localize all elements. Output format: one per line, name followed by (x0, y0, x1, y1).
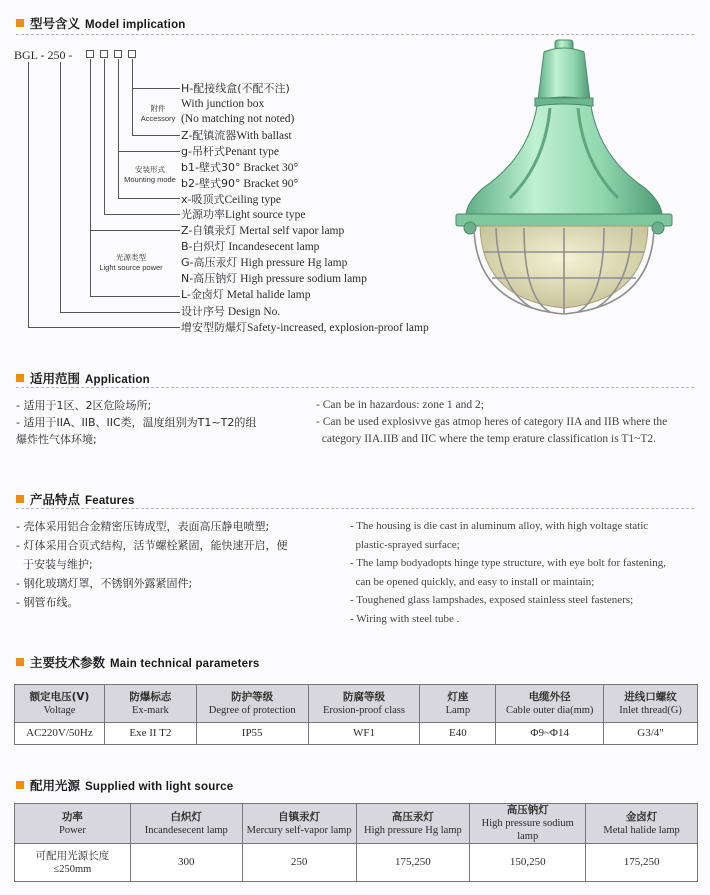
table-header-cell: 自镇汞灯 Mercury self-vapor lamp (242, 804, 356, 844)
orange-square-icon (16, 19, 24, 27)
code-box-3 (114, 50, 122, 58)
divider (16, 387, 694, 388)
explosion-proof-lamp-image (440, 38, 690, 328)
table-row-label: 可配用光源长度 ≤250mm (15, 844, 131, 882)
table-cell: 250 (242, 844, 356, 882)
table-cell: 175,250 (586, 844, 698, 882)
table-header-cell: 额定电压(V) Voltage (15, 685, 105, 723)
table-cell: E40 (420, 723, 496, 745)
table-cell: 175,250 (356, 844, 470, 882)
features-section-title: 产品特点 Features (16, 490, 135, 508)
light-section-title: 配用光源 Supplied with light source (16, 776, 233, 794)
orange-square-icon (16, 781, 24, 789)
code-box-2 (100, 50, 108, 58)
features-en-list: - The housing is die cast in aluminum alloy, with high voltage static plastic-sprayed surface; - The lamp bodyadopts hinge type structure, with eye bolt for fastening, can be opened quickly, and easy to install or maintain; - Toughened glass lampshades, exposed stainless steel fasteners; - Wiring with steel tube . (350, 520, 666, 625)
table-header-cell: 进线口螺纹 Inlet thread(G) (604, 685, 698, 723)
option-item: With junction box (181, 98, 265, 110)
application-section-title: 适用范围 Application (16, 369, 150, 387)
option-item: B-白炽灯 Incandesecent lamp (181, 240, 320, 253)
table-header-cell: 防护等级 Degree of protection (196, 685, 308, 723)
table-header-cell: 高压钠灯 High pressure sodium lamp (470, 804, 586, 844)
table-cell: 300 (130, 844, 242, 882)
orange-square-icon (16, 374, 24, 382)
table-row (15, 844, 698, 882)
divider (16, 508, 694, 509)
table-cell: Exe II T2 (104, 723, 196, 745)
table-cell: G3/4" (604, 723, 698, 745)
application-en-list: - Can be in hazardous: zone 1 and 2; - Can be used explosivve gas atmop heres of category IIA and IIB where the category IIA.IIB and IIC where the temp erature classification is T1~T2. (316, 399, 668, 445)
table-header-cell: 功率 Power (15, 804, 131, 844)
table-header-cell: 防腐等级 Erosion-proof class (308, 685, 420, 723)
table-cell: WF1 (308, 723, 420, 745)
option-item: 增安型防爆灯Safety-increased, explosion-proof lamp (181, 321, 429, 334)
table-cell: AC220V/50Hz (15, 723, 105, 745)
table-header-cell: 灯座 Lamp (420, 685, 496, 723)
option-item: H-配接线盒(不配不注) (181, 82, 290, 95)
params-table (14, 684, 698, 745)
table-header-row (15, 685, 698, 723)
option-item: b1-壁式30° Bracket 30° (181, 161, 299, 174)
option-item: b2-壁式90° Bracket 90° (181, 177, 299, 190)
light-source-label: 光源类型 Light source power (99, 253, 163, 272)
divider (16, 34, 694, 35)
option-item: 光源功率Light source type (181, 208, 306, 221)
table-header-row (15, 804, 698, 844)
application-cn-list: - 适用于1区、2区危险场所; - 适用于IIA、IIB、IIC类，温度组别为T1~T2的组 爆炸性气体环境; (16, 399, 257, 446)
option-item: G-高压汞灯 High pressure Hg lamp (181, 256, 348, 269)
option-item: N-高压钠灯 High pressure sodium lamp (181, 272, 367, 285)
option-item: 设计序号 Design No. (181, 305, 281, 318)
table-header-cell: 金卤灯 Metal halide lamp (586, 804, 698, 844)
option-item: Z-自镇汞灯 Mertal self vapor lamp (181, 224, 345, 237)
model-section-title: 型号含义 Model implication (16, 14, 186, 32)
mounting-mode-label: 安装形式 Mounting mode (124, 165, 176, 184)
orange-square-icon (16, 658, 24, 666)
table-cell: 150,250 (470, 844, 586, 882)
option-item: Z-配镇流器With ballast (181, 129, 292, 142)
features-cn-list: - 壳体采用铝合金精密压铸成型，表面高压静电喷塑; - 灯体采用合页式结构，活节螺栓紧固，能快速开启，便 于安装与维护; - 钢化玻璃灯罩，不锈钢外露紧固件; - 钢管布线。 (16, 520, 288, 609)
accessory-label: 附件 Accessory (140, 104, 176, 123)
option-item: x-吸顶式Ceiling type (181, 193, 282, 206)
model-code: BGL - 250 - (14, 48, 73, 62)
table-header-cell: 防爆标志 Ex-mark (104, 685, 196, 723)
table-header-cell: 高压汞灯 High pressure Hg lamp (356, 804, 470, 844)
code-box-1 (86, 50, 94, 58)
orange-square-icon (16, 495, 24, 503)
code-box-4 (128, 50, 136, 58)
table-row (15, 723, 698, 745)
table-header-cell: 电缆外径 Cable outer dia(mm) (496, 685, 604, 723)
table-header-cell: 白炽灯 Incandesecent lamp (130, 804, 242, 844)
option-item: g-吊杆式Penant type (181, 145, 279, 158)
table-cell: IP55 (196, 723, 308, 745)
option-item: (No matching not noted) (181, 113, 295, 125)
table-cell: Φ9~Φ14 (496, 723, 604, 745)
option-item: L-金卤灯 Metal halide lamp (181, 288, 311, 301)
params-section-title: 主要技术参数 Main technical parameters (16, 653, 259, 671)
light-source-table (14, 803, 698, 882)
